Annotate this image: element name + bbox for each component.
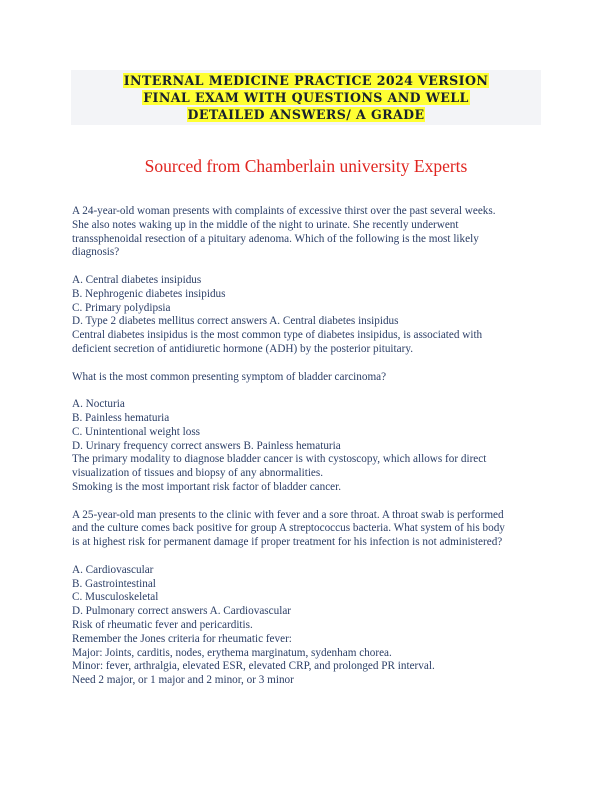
answer-option: C. Primary polydipsia	[72, 301, 171, 314]
question-1	[72, 205, 552, 357]
question-stem: She also notes waking up in the middle of the night to urinate. She recently underwent	[72, 218, 459, 231]
question-stem: is at highest risk for permanent damage if proper treatment for his infection is not administered?	[72, 536, 503, 549]
answer-option: D. Urinary frequency correct answers B. Painless hematuria	[72, 439, 341, 452]
answer-explanation: Minor: fever, arthralgia, elevated ESR, elevated CRP, and prolonged PR interval.	[72, 660, 435, 673]
answer-option: D. Pulmonary correct answers A. Cardiovascular	[72, 605, 292, 618]
document-subtitle: Sourced from Chamberlain university Experts	[144, 156, 468, 176]
spacer	[72, 260, 552, 274]
title-line	[71, 89, 541, 106]
answer-explanation: Major: Joints, carditis, nodes, erythema marginatum, sydenham chorea.	[72, 646, 392, 659]
title-highlight: INTERNAL MEDICINE PRACTICE 2024 VERSION	[123, 73, 489, 88]
question-stem: What is the most common presenting symptom of bladder carcinoma?	[72, 370, 387, 383]
answer-explanation: Central diabetes insipidus is the most common type of diabetes insipidus, is associated with	[72, 329, 483, 342]
answer-option: A. Cardiovascular	[72, 563, 154, 576]
spacer	[72, 384, 552, 398]
answer-option: D. Type 2 diabetes mellitus correct answers A. Central diabetes insipidus	[72, 315, 399, 328]
spacer	[72, 495, 552, 509]
question-stem: and the culture comes back positive for group A streptococcus bacteria. What system of his body	[72, 522, 505, 535]
question-stem: transsphenoidal resection of a pituitary adenoma. Which of the following is the most likely	[72, 232, 479, 245]
title-highlight: FINAL EXAM WITH QUESTIONS AND WELL	[143, 90, 469, 105]
question-3	[72, 509, 552, 688]
title-line	[71, 106, 541, 123]
answer-explanation: Smoking is the most important risk factor of bladder cancer.	[72, 480, 342, 493]
answer-explanation: The primary modality to diagnose bladder cancer is with cystoscopy, which allows for direct	[72, 453, 487, 466]
document-title	[71, 70, 541, 125]
answer-option: A. Central diabetes insipidus	[72, 273, 202, 286]
document-body	[72, 205, 552, 688]
answer-explanation: Risk of rheumatic fever and pericarditis.	[72, 618, 253, 631]
question-stem: A 25-year-old man presents to the clinic with fever and a sore throat. A throat swab is performed	[72, 508, 504, 521]
answer-explanation: Remember the Jones criteria for rheumatic fever:	[72, 632, 292, 645]
answer-explanation: deficient secretion of antidiuretic hormone (ADH) by the posterior pituitary.	[72, 342, 414, 355]
answer-explanation: visualization of tissues and biopsy of any abnormalities.	[72, 467, 324, 480]
answer-option: B. Painless hematuria	[72, 411, 170, 424]
answer-option: C. Unintentional weight loss	[72, 425, 201, 438]
answer-option: B. Gastrointestinal	[72, 577, 156, 590]
question-2	[72, 371, 552, 495]
question-stem: A 24-year-old woman presents with complaints of excessive thirst over the past several weeks.	[72, 205, 496, 217]
spacer	[72, 550, 552, 564]
answer-option: B. Nephrogenic diabetes insipidus	[72, 287, 226, 300]
title-highlight: DETAILED ANSWERS/ A GRADE	[187, 107, 425, 122]
answer-explanation: Need 2 major, or 1 major and 2 minor, or 3 minor	[72, 674, 294, 687]
spacer	[72, 357, 552, 371]
question-stem: diagnosis?	[72, 246, 120, 259]
answer-option: A. Nocturia	[72, 398, 125, 411]
answer-option: C. Musculoskeletal	[72, 591, 159, 604]
title-line	[71, 72, 541, 89]
